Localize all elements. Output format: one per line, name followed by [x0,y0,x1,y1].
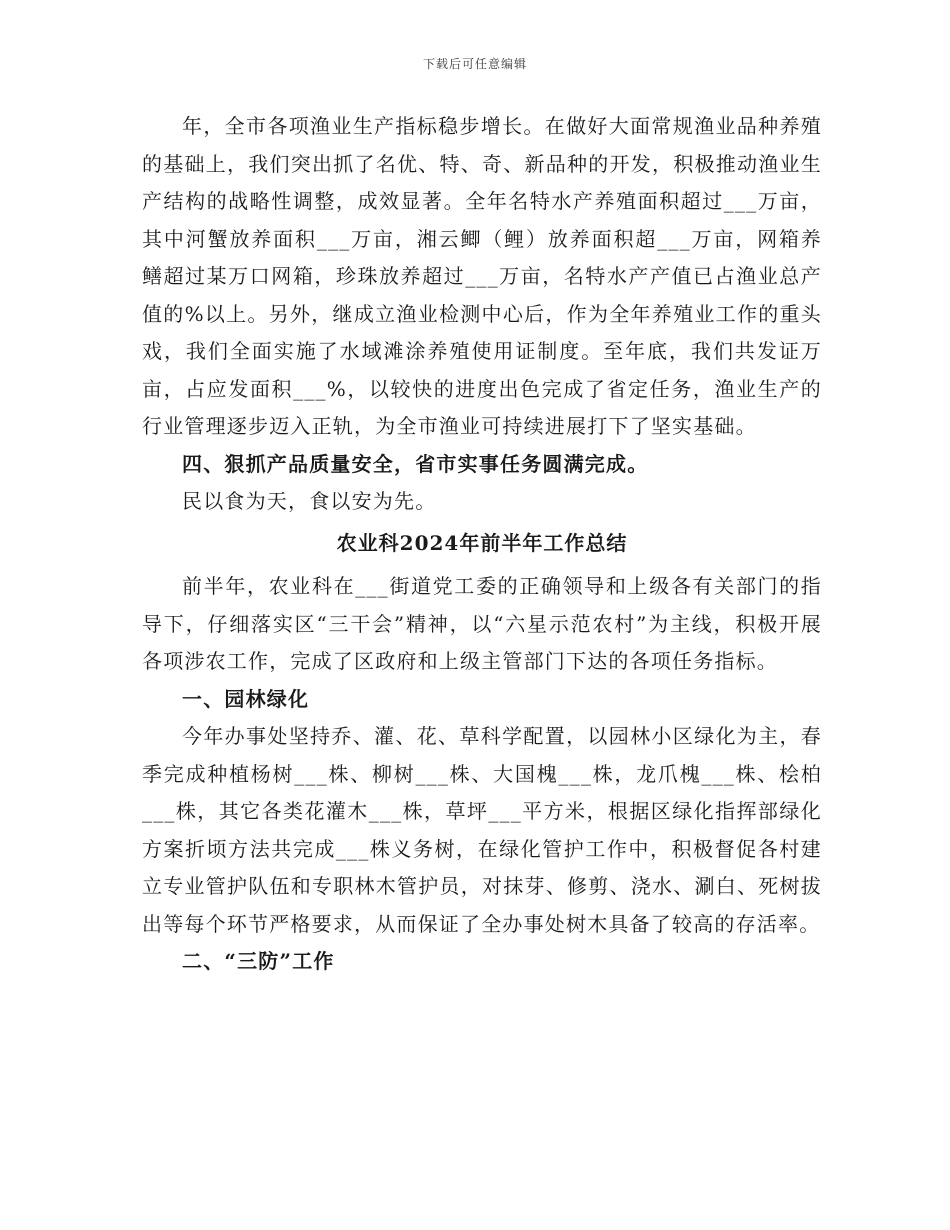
paragraph-intro: 前半年，农业科在___街道党工委的正确领导和上级各有关部门的指导下，仔细落实区“三干会”精神，以“六星示范农村”为主线，积极开展各项涉农工作，完成了区政府和上级主管部门下达的各项任务指标。 [142,574,822,673]
section-heading-three-prevention: 二、“三防”工作 [182,949,335,973]
document-body [142,108,822,981]
paragraph-greening: 今年办事处坚持乔、灌、花、草科学配置，以园林小区绿化为主，春季完成种植杨树___株、柳树___株、大国槐___株，龙爪槐___株、桧柏___株，其它各类花灌木___株，草坪___平方米，根据区绿化指挥部绿化方案折顷方法共完成___株义务树，在绿化管护工作中，积极督促各村建立专业管护队伍和专职林木管护员，对抹芽、修剪、浇水、涮白、死树拔出等每个环节严格要求，从而保证了全办事处树木具备了较高的存活率。 [142,724,822,936]
document-title: 农业科2024年前半年工作总结 [336,530,628,555]
page-header: 下载后可任意编辑 [422,57,527,71]
paragraph-fishery-production: 年，全市各项渔业生产指标稳步增长。在做好大面常规渔业品种养殖的基础上，我们突出抓了名优、特、奇、新品种的开发，积极推动渔业生产结构的战略性调整，成效显著。全年名特水产养殖面积超过___万亩，其中河蟹放养面积___万亩，湘云鲫（鲤）放养面积超___万亩，网箱养鳝超过某万口网箱，珍珠放养超过___万亩，名特水产产值已占渔业总产值的%以上。另外，继成立渔业检测中心后，作为全年养殖业工作的重头戏，我们全面实施了水域滩涂养殖使用证制度。至年底，我们共发证万亩，占应发面积___%，以较快的进度出色完成了省定任务，渔业生产的行业管理逐步迈入正轨，为全市渔业可持续进展打下了坚实基础。 [142,114,822,438]
section-heading-product-quality: 四、狠抓产品质量安全，省市实事任务圆满完成。 [182,451,649,476]
paragraph-food-safety: 民以食为天，食以安为先。 [182,489,437,513]
section-heading-greening: 一、园林绿化 [182,686,310,711]
